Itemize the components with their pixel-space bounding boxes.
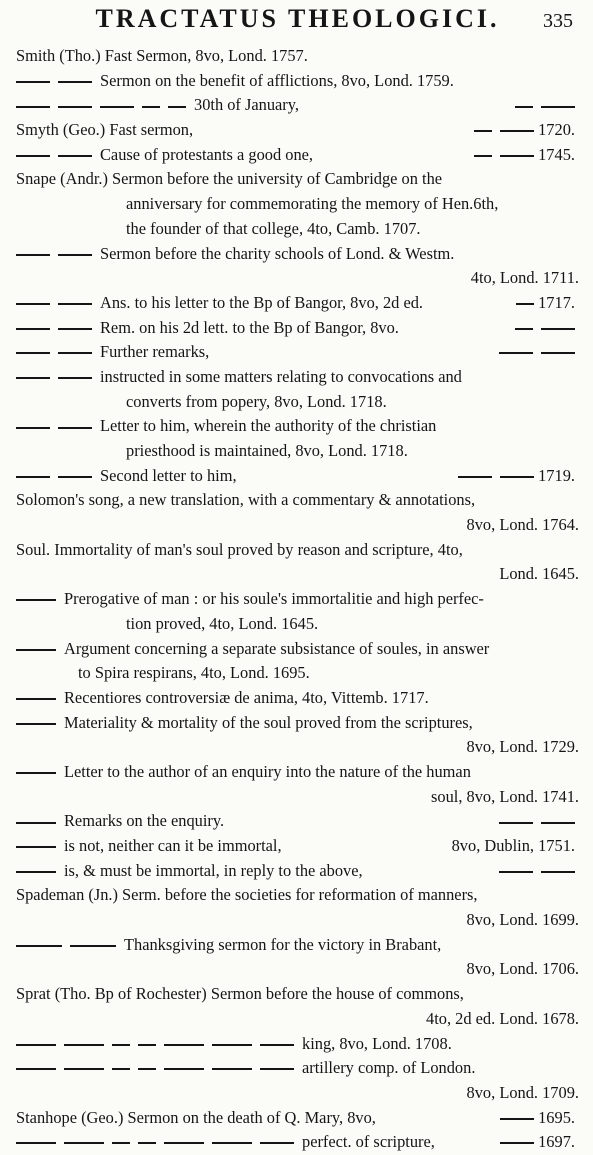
catalogue-entries [16, 44, 579, 1155]
entry-line: Second letter to him, 1719. [16, 464, 579, 489]
entry-line: Argument concerning a separate subsistance of soules, in answer [16, 637, 579, 662]
entry-line: 8vo, Lond. 1709. [466, 1082, 579, 1102]
entry-line: Sermon on the benefit of afflictions, 8vo, Lond. 1759. [16, 69, 579, 94]
entry-line: Thanksgiving sermon for the victory in Brabant, [16, 933, 579, 958]
entry-line: 4to, 2d ed. Lond. 1678. [426, 1008, 579, 1028]
entry-line: king, 8vo, Lond. 1708. [16, 1032, 579, 1057]
entry-line: Smith (Tho.) Fast Sermon, 8vo, Lond. 1757. [16, 46, 308, 65]
entry-line: Materiality & mortality of the soul proved from the scriptures, [16, 711, 579, 736]
entry-line: Solomon's song, a new translation, with a commentary & annotations, [16, 490, 476, 510]
entry-line: priesthood is maintained, 8vo, Lond. 1718. [126, 441, 408, 460]
page-header [16, 0, 579, 44]
entry-line: Cause of protestants a good one, 1745. [16, 143, 579, 168]
entry-line: to Spira respirans, 4to, Lond. 1695. [78, 663, 310, 683]
entry-line: 8vo, Lond. 1764. [466, 515, 579, 535]
entry-line: 4to, Lond. 1711. [470, 268, 579, 288]
entry-line: Recentiores controversiæ de anima, 4to, Vittemb. 1717. [16, 686, 579, 711]
entry-line: tion proved, 4to, Lond. 1645. [126, 613, 319, 633]
entry-line: instructed in some matters relating to convocations and [16, 365, 579, 390]
entry-line: is, & must be immortal, in reply to the above, [16, 859, 579, 884]
entry-line: Letter to the author of an enquiry into the nature of the human [16, 760, 579, 785]
entry-line: artillery comp. of London. [16, 1056, 579, 1081]
entry-line: 8vo, Lond. 1729. [466, 737, 579, 757]
entry-line: 30th of January, [16, 93, 579, 118]
entry-line: Prerogative of man : or his soule's immortalitie and high perfec- [16, 587, 579, 612]
entry-line: Sprat (Tho. Bp of Rochester) Sermon before the house of commons, [16, 984, 464, 1004]
entry-line: Lond. 1645. [499, 564, 579, 584]
entry-line: Snape (Andr.) Sermon before the university of Cambridge on the [16, 169, 443, 189]
entry-line: Remarks on the enquiry. [16, 809, 579, 834]
entry-line: Spademan (Jn.) Serm. before the societies for reformation of manners, [16, 885, 478, 905]
entry-line: Ans. to his letter to the Bp of Bangor, 8vo, 2d ed. 1717. [16, 291, 579, 316]
entry-line: Letter to him, wherein the authority of the christian [16, 414, 579, 439]
entry-line: Sermon before the charity schools of Lond. & Westm. [16, 242, 579, 267]
entry-line: anniversary for commemorating the memory of Hen.6th, [126, 194, 499, 214]
entry-line: Further remarks, [16, 340, 579, 365]
running-title: TRACTATUS THEOLOGICI. [95, 4, 500, 33]
entry-line: Stanhope (Geo.) Sermon on the death of Q. Mary, 8vo, 1695. [16, 1107, 575, 1127]
entry-line: is not, neither can it be immortal, 8vo, Dublin, 1751. [16, 834, 579, 859]
entry-line: perfect. of scripture, 1697. [16, 1130, 579, 1155]
entry-line: converts from popery, 8vo, Lond. 1718. [126, 391, 387, 411]
entry-line: Soul. Immortality of man's soul proved by reason and scripture, 4to, [16, 539, 463, 559]
entry-line: 8vo, Lond. 1706. [466, 959, 579, 979]
entry-line: soul, 8vo, Lond. 1741. [431, 786, 579, 806]
entry-line: Smyth (Geo.) Fast sermon, 1720. [16, 120, 575, 140]
entry-line: Rem. on his 2d lett. to the Bp of Bangor, 8vo. [16, 316, 579, 341]
entry-line: 8vo, Lond. 1699. [466, 910, 579, 930]
entry-line: the founder of that college, 4to, Camb. 1707. [126, 218, 421, 238]
page-number: 335 [543, 10, 573, 32]
